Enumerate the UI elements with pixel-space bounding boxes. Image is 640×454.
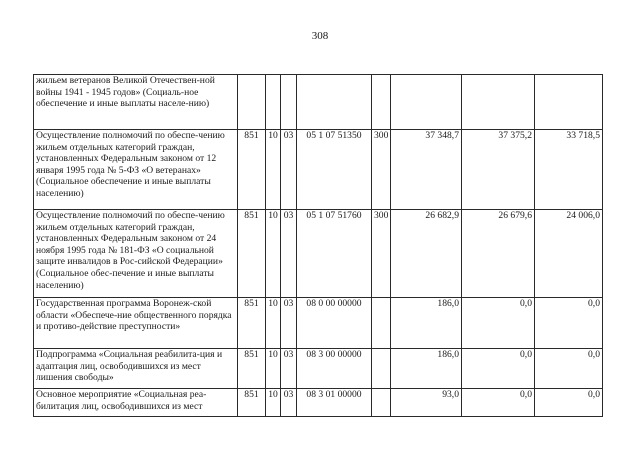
ministry-code: 851 [238,210,266,298]
section-code: 10 [266,210,281,298]
row-name: Государственная программа Воронеж-ской области «Обеспече-ние общественного порядка и противо-действие преступности» [34,298,238,349]
amount-2021 [535,75,603,130]
amount-2020: 26 679,6 [462,210,535,298]
ministry-code: 851 [238,349,266,389]
subsection-code: 03 [281,389,297,417]
ministry-code: 851 [238,389,266,417]
amount-2021: 0,0 [535,298,603,349]
expense-code [372,349,391,389]
subsection-code: 03 [281,298,297,349]
amount-2019: 186,0 [391,298,462,349]
ministry-code [238,75,266,130]
amount-2020: 37 375,2 [462,130,535,210]
page-number: 308 [311,30,329,42]
table-row [34,210,603,298]
row-name: жильем ветеранов Великой Отечествен-ной войны 1941 - 1945 годов» (Социаль-ное обеспечение и иные выплаты населе-нию) [34,75,238,130]
table-body [34,75,603,417]
amount-2019: 186,0 [391,349,462,389]
table-row [34,75,603,130]
ministry-code: 851 [238,130,266,210]
target-code: 05 1 07 51350 [297,130,372,210]
amount-2019: 26 682,9 [391,210,462,298]
subsection-code: 03 [281,349,297,389]
row-name: Основное мероприятие «Социальная реа-билитация лиц, освободившихся из мест [34,389,238,417]
section-code: 10 [266,389,281,417]
expense-code [372,389,391,417]
table-row [34,389,603,417]
row-name: Подпрограмма «Социальная реабилита-ция и адаптация лиц, освободившихся из мест лишения свободы» [34,349,238,389]
target-code [297,75,372,130]
amount-2019: 93,0 [391,389,462,417]
amount-2020: 0,0 [462,298,535,349]
expense-code [372,75,391,130]
amount-2021: 24 006,0 [535,210,603,298]
amount-2021: 0,0 [535,349,603,389]
section-code [266,75,281,130]
section-code: 10 [266,298,281,349]
section-code: 10 [266,130,281,210]
row-name: Осуществление полномочий по обеспе-чению жильем отдельных категорий граждан, установленных Федеральным законом от 12 января 1995 года № 5-ФЗ «О ветеранах» (Социальное обеспечение и иные выплаты населению) [34,130,238,210]
subsection-code [281,75,297,130]
amount-2019 [391,75,462,130]
table-row [34,349,603,389]
amount-2020: 0,0 [462,349,535,389]
target-code: 05 1 07 51760 [297,210,372,298]
budget-table [33,74,603,417]
amount-2021: 0,0 [535,389,603,417]
expense-code: 300 [372,210,391,298]
row-name: Осуществление полномочий по обеспе-чению жильем отдельных категорий граждан, установленных Федеральным законом от 24 ноября 1995 года № 181-ФЗ «О социальной защите инвалидов в Рос-сийской Федерации» (Социальное обес-печение и иные выплаты населению) [34,210,238,298]
expense-code: 300 [372,130,391,210]
table-row [34,298,603,349]
amount-2019: 37 348,7 [391,130,462,210]
subsection-code: 03 [281,210,297,298]
amount-2021: 33 718,5 [535,130,603,210]
amount-2020: 0,0 [462,389,535,417]
table-row [34,130,603,210]
amount-2020 [462,75,535,130]
subsection-code: 03 [281,130,297,210]
target-code: 08 3 00 00000 [297,349,372,389]
expense-code [372,298,391,349]
target-code: 08 0 00 00000 [297,298,372,349]
section-code: 10 [266,349,281,389]
ministry-code: 851 [238,298,266,349]
target-code: 08 3 01 00000 [297,389,372,417]
